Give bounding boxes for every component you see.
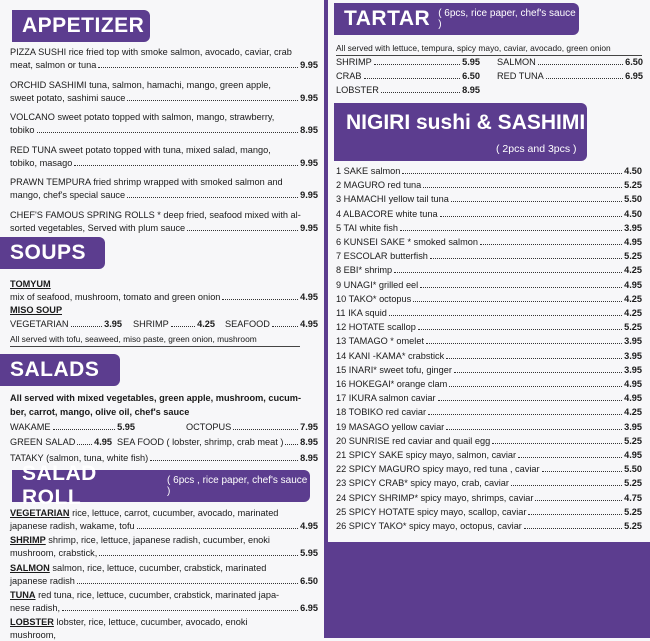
dot-leader	[127, 190, 298, 198]
dot-leader	[187, 223, 298, 231]
item-text: meat, salmon or tuna	[10, 60, 97, 70]
nigiri-item	[336, 322, 642, 333]
item-text: 19 MASAGO yellow caviar	[336, 421, 445, 432]
nigiri-item	[336, 251, 642, 262]
dot-leader	[37, 125, 299, 133]
tomyum-label: TOMYUM	[10, 279, 51, 289]
item-text: 14 KANI -KAMA* crabstick	[336, 350, 445, 361]
item-price: 5.25	[624, 251, 642, 262]
item-text: 1 SAKE salmon	[336, 166, 401, 176]
appetizer-item-desc: ORCHID SASHIMI tuna, salmon, hamachi, mango, green apple,	[10, 79, 271, 90]
dot-leader	[389, 308, 622, 316]
salad-roll-item	[10, 576, 318, 587]
tomyum-row	[10, 292, 318, 303]
dot-leader	[426, 336, 622, 344]
salads-note-1: All served with mixed vegetables, green apple, mushroom, cucum-	[10, 393, 302, 403]
item-price: 9.95	[300, 190, 318, 200]
item-text: 3 HAMACHI yellow tail tuna	[336, 194, 449, 205]
nigiri-item	[336, 422, 642, 433]
soups-banner	[0, 237, 105, 269]
salad-roll-item-ingredients: salmon, rice, lettuce, cucumber, crabstick, marinated	[49, 562, 267, 573]
salads-note-2: ber, carrot, mango, olive oil, chef's sauce	[10, 407, 190, 417]
dot-leader	[492, 436, 622, 444]
miso-label: MISO SOUP	[10, 305, 63, 315]
nigiri-item	[336, 493, 642, 504]
nigiri-item	[336, 166, 642, 177]
nigiri-item	[336, 180, 642, 191]
dot-leader	[402, 166, 622, 174]
nigiri-subtitle: ( 2pcs and 3pcs )	[496, 143, 577, 155]
dot-leader	[451, 194, 622, 202]
salad-roll-banner	[12, 462, 310, 509]
item-price: 5.25	[624, 322, 642, 333]
nigiri-title: NIGIRI sushi & SASHIMI	[346, 111, 586, 134]
dot-leader	[480, 237, 622, 245]
nigiri-item	[336, 336, 642, 347]
tartar-shrimp: SHRIMP 5.95	[336, 57, 480, 67]
item-price: 4.95	[624, 237, 642, 247]
salad-green: GREEN SALAD 4.95	[10, 437, 112, 447]
dot-leader	[524, 521, 622, 529]
item-price: 4.25	[624, 407, 642, 418]
tartar-subtitle: ( 6pcs, rice paper, chef's sauce )	[438, 8, 576, 30]
tartar-crab: CRAB 6.50	[336, 71, 480, 81]
dot-leader	[77, 576, 298, 584]
dot-leader	[420, 280, 622, 288]
item-text: mushroom, crabstick,	[10, 548, 98, 559]
item-price: 3.95	[624, 350, 642, 361]
salad-roll-item-label: SALMON	[10, 562, 50, 573]
item-price: 6.50	[300, 575, 318, 586]
nigiri-item	[336, 194, 642, 205]
item-price: 4.25	[624, 293, 642, 304]
tomyum-desc: mix of seafood, mushroom, tomato and green onion	[10, 292, 221, 302]
item-text: japanese radish, wakame, tofu	[10, 521, 135, 531]
appetizer-item-desc: PIZZA SUSHI rice fried top with smoke salmon, avocado, caviar, crab	[10, 47, 292, 57]
appetizer-item-desc: CHEF'S FAMOUS SPRING ROLLS * deep fried, seafood mixed with al-	[10, 209, 301, 220]
dot-leader	[127, 93, 298, 101]
salad-roll-item-ingredients: shrimp, rice, lettuce, japanese radish, cucumber, enoki	[45, 535, 270, 546]
item-price: 9.95	[300, 157, 318, 168]
miso-option-shrimp: SHRIMP 4.25	[133, 319, 215, 329]
item-price: 9.95	[300, 222, 318, 233]
item-text: 6 KUNSEI SAKE * smoked salmon	[336, 237, 478, 247]
salad-roll-item-desc	[10, 563, 266, 574]
item-price: 5.95	[300, 548, 318, 559]
salad-octopus: OCTOPUS 7.95	[186, 422, 318, 432]
dot-leader	[446, 422, 622, 430]
item-text: 16 HOKEGAI* orange clam	[336, 379, 448, 389]
nigiri-item	[336, 237, 642, 248]
nigiri-item	[336, 223, 642, 234]
item-price: 3.95	[624, 364, 642, 375]
dot-leader	[511, 478, 622, 486]
item-text: 11 IKA squid	[336, 308, 387, 318]
item-price: 5.50	[624, 464, 642, 475]
appetizer-item-desc: RED TUNA sweet potato topped with tuna, mixed salad, mango,	[10, 144, 271, 155]
appetizer-title: APPETIZER	[22, 14, 145, 37]
dot-leader	[446, 351, 622, 359]
item-price: 4.50	[624, 166, 642, 176]
nigiri-item	[336, 521, 642, 532]
appetizer-item	[10, 158, 318, 169]
item-price: 5.25	[624, 435, 642, 446]
appetizer-item	[10, 93, 318, 104]
item-price: 5.25	[624, 521, 642, 531]
item-text: 20 SUNRISE red caviar and quail egg	[336, 435, 491, 446]
salad-roll-item-ingredients: rice, lettuce, carrot, cucumber, avocado, marinated	[69, 508, 279, 518]
item-text: 8 EBI* shrimp	[336, 265, 393, 276]
item-text: tobiko	[10, 125, 35, 135]
tartar-banner	[334, 3, 579, 35]
dot-leader	[430, 251, 622, 259]
salad-tataky: TATAKY (salmon, tuna, white fish) 8.95	[10, 453, 318, 463]
miso-note: All served with tofu, seaweed, miso paste, green onion, mushroom	[10, 334, 257, 344]
nigiri-item	[336, 507, 642, 518]
item-text: 17 IKURA salmon caviar	[336, 393, 436, 404]
item-price: 4.95	[624, 450, 642, 460]
item-text: 2 MAGURO red tuna	[336, 180, 422, 191]
appetizer-item	[10, 223, 318, 234]
nigiri-item	[336, 393, 642, 404]
item-text: mango, chef's special sauce	[10, 190, 126, 200]
salad-roll-item	[10, 603, 318, 614]
dot-leader	[413, 294, 622, 302]
item-text: 7 ESCOLAR butterfish	[336, 251, 428, 262]
dot-leader	[438, 393, 623, 401]
salad-roll-item-ingredients: red tuna, rice, lettuce, cucumber, crabstick, marinated japa-	[35, 589, 280, 600]
item-price: 3.95	[624, 421, 642, 432]
item-price: 4.95	[300, 521, 318, 531]
dot-leader	[400, 223, 622, 231]
nigiri-item	[336, 407, 642, 418]
dot-leader	[99, 548, 298, 556]
nigiri-item	[336, 265, 642, 276]
salads-title: SALADS	[10, 358, 100, 381]
dot-leader	[454, 365, 622, 373]
salad-roll-item-label: VEGETARIAN	[10, 508, 70, 518]
salad-seafood: SEA FOOD ( lobster, shrimp, crab meat ) 8.95	[117, 437, 318, 447]
nigiri-item	[336, 209, 642, 220]
item-text: 9 UNAGI* grilled eel	[336, 279, 419, 290]
salads-banner	[0, 354, 120, 386]
nigiri-item	[336, 365, 642, 376]
item-text: 21 SPICY SAKE spicy mayo, salmon, caviar	[336, 450, 517, 460]
nigiri-item	[336, 294, 642, 305]
tartar-red-tuna: RED TUNA 6.95	[497, 71, 643, 81]
item-price: 5.25	[624, 180, 642, 191]
item-price: 4.95	[624, 393, 642, 404]
item-text: 22 SPICY MAGURO spicy mayo, red tuna , caviar	[336, 464, 540, 475]
salad-roll-item-desc	[10, 508, 278, 519]
item-price: 5.25	[624, 478, 642, 489]
item-text: sorted vegetables, Served with plum sauce	[10, 222, 186, 233]
soups-divider	[10, 346, 300, 347]
tomyum-price: 4.95	[300, 292, 318, 302]
dot-leader	[518, 450, 622, 458]
item-text: sweet potato, sashimi sauce	[10, 92, 126, 103]
nigiri-item	[336, 464, 642, 475]
dot-leader	[137, 521, 298, 529]
item-price: 5.25	[624, 506, 642, 517]
nigiri-item	[336, 379, 642, 390]
appetizer-item	[10, 60, 318, 71]
item-text: nese radish,	[10, 602, 61, 613]
tartar-note: All served with lettuce, tempura, spicy mayo, caviar, avocado, green onion	[336, 43, 611, 53]
salad-roll-item-desc	[10, 590, 279, 601]
salad-roll-item	[10, 521, 318, 532]
item-text: 13 TAMAGO * omelet	[336, 336, 424, 347]
miso-option-vegetarian: VEGETARIAN 3.95	[10, 319, 122, 329]
dot-leader	[74, 158, 298, 166]
nigiri-item	[336, 280, 642, 291]
appetizer-item	[10, 190, 318, 201]
dot-leader	[394, 265, 622, 273]
item-price: 4.50	[624, 208, 642, 219]
dot-leader	[62, 603, 298, 611]
dot-leader	[528, 507, 622, 515]
item-text: 15 INARI* sweet tofu, ginger	[336, 364, 452, 375]
item-text: 24 SPICY SHRIMP* spicy mayo, shrimps, caviar	[336, 492, 534, 503]
item-price: 4.75	[624, 492, 642, 503]
tartar-salmon: SALMON 6.50	[497, 57, 643, 67]
appetizer-item-desc: PRAWN TEMPURA fried shrimp wrapped with smoked salmon and	[10, 177, 283, 187]
item-price: 4.25	[624, 265, 642, 276]
item-text: 10 TAKO* octopus	[336, 293, 412, 304]
item-text: japanese radish	[10, 575, 75, 586]
salad-roll-item-label: LOBSTER	[10, 617, 54, 628]
salad-roll-item-label: TUNA	[10, 589, 36, 600]
item-price: 3.95	[624, 336, 642, 347]
salad-roll-item	[10, 548, 318, 559]
item-text: 23 SPICY CRAB* spicy mayo, crab, caviar	[336, 478, 509, 489]
dot-leader	[418, 322, 622, 330]
item-price: 9.95	[300, 60, 318, 70]
item-price: 4.25	[624, 308, 642, 318]
salad-roll-item-desc-2: mushroom,	[10, 630, 56, 641]
dot-leader	[440, 209, 622, 217]
salad-roll-item-desc	[10, 535, 270, 546]
dot-leader	[449, 379, 622, 387]
nigiri-item	[336, 308, 642, 319]
miso-option-seafood: SEAFOOD 4.95	[225, 319, 318, 329]
item-text: 25 SPICY HOTATE spicy mayo, scallop, caviar	[336, 506, 527, 517]
item-text: 18 TOBIKO red caviar	[336, 407, 427, 418]
dot-leader	[535, 493, 622, 501]
salad-wakame: WAKAME 5.95	[10, 422, 135, 432]
item-text: 12 HOTATE scallop	[336, 322, 416, 333]
tartar-title: TARTAR	[344, 7, 431, 30]
nigiri-item	[336, 478, 642, 489]
nigiri-item	[336, 436, 642, 447]
nigiri-banner	[334, 103, 587, 161]
item-price: 9.95	[300, 92, 318, 103]
salad-roll-title: SALAD ROLL	[22, 462, 97, 509]
appetizer-item-desc: VOLCANO sweet potato topped with salmon, mango, strawberry,	[10, 112, 275, 122]
dot-leader	[428, 407, 622, 415]
salad-roll-item-label: SHRIMP	[10, 535, 46, 546]
item-text: tobiko, masago	[10, 157, 73, 168]
soups-title: SOUPS	[10, 241, 87, 264]
nigiri-item	[336, 450, 642, 461]
tartar-divider	[336, 55, 642, 56]
salad-roll-subtitle: ( 6pcs , rice paper, chef's sauce )	[167, 475, 308, 497]
item-text: 26 SPICY TAKO* spicy mayo, octopus, caviar	[336, 521, 522, 531]
nigiri-item	[336, 351, 642, 362]
item-price: 6.95	[300, 602, 318, 613]
item-price: 3.95	[624, 222, 642, 233]
item-price: 5.50	[624, 194, 642, 205]
appetizer-item	[10, 125, 318, 136]
item-price: 8.95	[300, 125, 318, 135]
item-price: 4.95	[624, 279, 642, 290]
item-text: 5 TAI white fish	[336, 222, 398, 233]
item-price: 4.95	[624, 379, 642, 389]
dot-leader	[222, 292, 298, 300]
dot-leader	[98, 60, 298, 68]
dot-leader	[423, 180, 622, 188]
salad-roll-item-ingredients: lobster, rice, lettuce, cucumber, avocado, enoki	[53, 617, 248, 628]
appetizer-banner	[12, 10, 150, 42]
salad-roll-item-desc	[10, 617, 247, 628]
footer-bar	[328, 542, 650, 638]
item-text: 4 ALBACORE white tuna	[336, 208, 438, 219]
tartar-lobster: LOBSTER 8.95	[336, 85, 480, 95]
dot-leader	[542, 464, 623, 472]
